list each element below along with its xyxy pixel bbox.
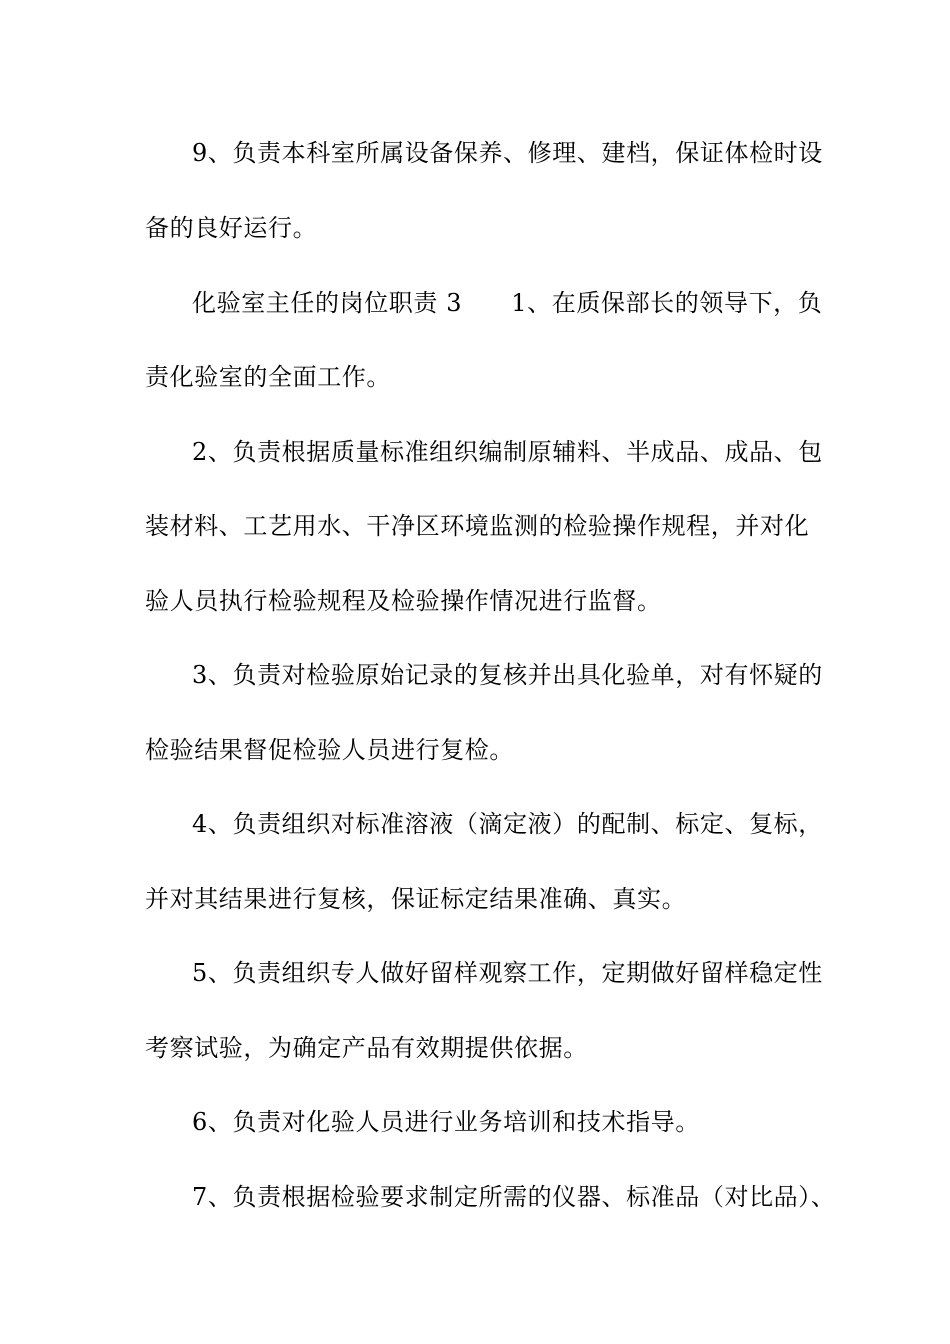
text-line: 2、负责根据质量标准组织编制原辅料、半成品、成品、包: [192, 438, 823, 466]
text-line: 并对其结果进行复核，保证标定结果准确、真实。: [145, 885, 687, 913]
text-line: 装材料、工艺用水、干净区环境监测的检验操作规程，并对化: [145, 512, 810, 540]
text-line: 备的良好运行。: [145, 214, 318, 242]
text-line: 6、负责对化验人员进行业务培训和技术指导。: [192, 1108, 700, 1136]
text-line: 验人员执行检验规程及检验操作情况进行监督。: [145, 587, 662, 615]
text-line: 3、负责对检验原始记录的复核并出具化验单，对有怀疑的: [192, 661, 823, 689]
text-line: 化验室主任的岗位职责 3 1、在质保部长的领导下，负: [192, 289, 823, 317]
text-line: 责化验室的全面工作。: [145, 363, 391, 391]
text-line: 检验结果督促检验人员进行复检。: [145, 736, 514, 764]
text-line: 考察试验，为确定产品有效期提供依据。: [145, 1034, 588, 1062]
text-line: 9、负责本科室所属设备保养、修理、建档，保证体检时设: [192, 139, 823, 167]
text-line: 5、负责组织专人做好留样观察工作，定期做好留样稳定性: [192, 959, 823, 987]
text-line: 7、负责根据检验要求制定所需的仪器、标准品（对比品）、: [192, 1183, 836, 1211]
text-line: 4、负责组织对标准溶液（滴定液）的配制、标定、复标，: [192, 810, 823, 838]
